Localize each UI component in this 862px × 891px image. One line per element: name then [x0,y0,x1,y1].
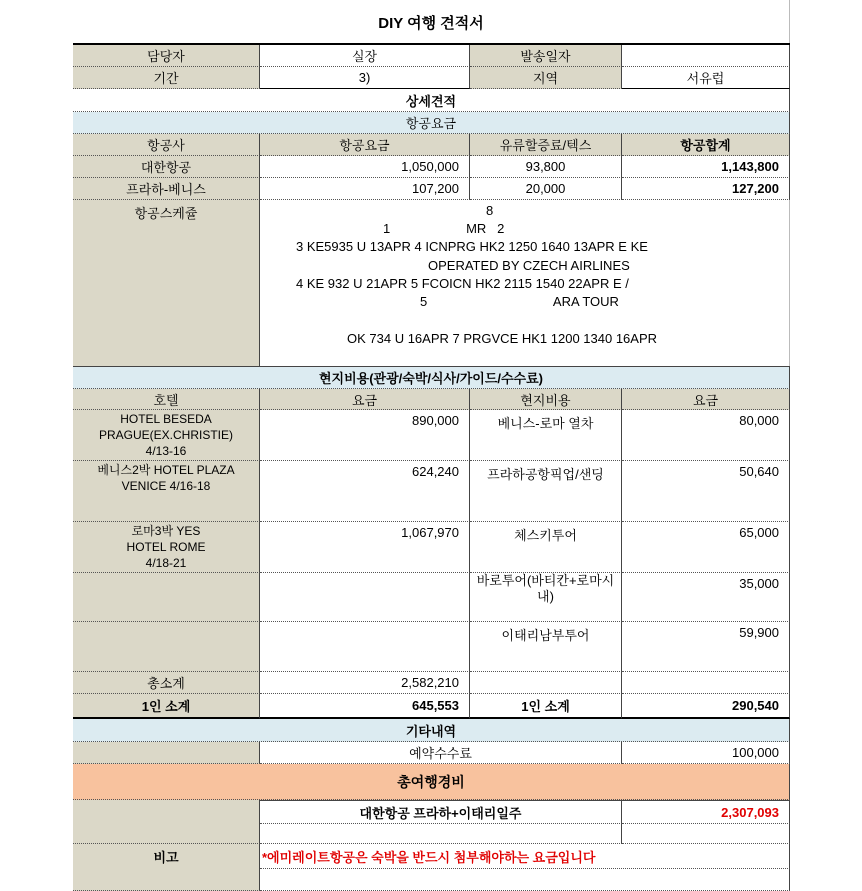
local-total-value: 2,582,210 [260,672,470,694]
note-text: *에미레이트항공은 숙박을 반드시 첨부해야하는 요금입니다 [260,844,790,869]
local-item-cell: 프라하공항픽업/샌딩 [470,461,622,522]
hotel-fee-cell [260,622,470,672]
schedule-line: OPERATED BY CZECH AIRLINES [428,258,630,273]
grand-empty-label [73,800,260,844]
hotel-cell: HOTEL BESEDA PRAGUE(EX.CHRISTIE) 4/13-16 [73,410,260,461]
grand-empty-row [622,824,790,844]
air-header-total: 항공합계 [622,134,790,156]
local-item-cell: 이태리남부투어 [470,622,622,672]
per-person-hotel: 645,553 [260,694,470,719]
schedule-line: 1 MR 2 [383,221,505,236]
local-item-cell: 바로투어(바티칸+로마시내) [470,573,622,622]
manager-value: 실장 [260,45,470,67]
hotel-cell [73,622,260,672]
period-value: 3) [260,67,470,89]
local-total-empty [622,672,790,694]
hotel-fee-cell: 624,240 [260,461,470,522]
per-person-local: 290,540 [622,694,790,719]
etc-fee-value: 100,000 [622,742,790,764]
grand-section-title: 총여행경비 [73,764,790,800]
local-item-fee-cell: 50,640 [622,461,790,522]
hotel-fee-cell [260,573,470,622]
sent-date-value [622,45,790,67]
air-section-title: 항공요금 [73,112,790,134]
local-header-item-fee: 요금 [622,389,790,410]
air-row-airline: 대한항공 [73,156,260,178]
local-section-title: 현지비용(관광/숙박/식사/가이드/수수료) [73,367,790,389]
hotel-fee-cell: 890,000 [260,410,470,461]
schedule-line: 5 ARA TOUR [420,294,619,309]
air-header-fare: 항공요금 [260,134,470,156]
region-value: 서유럽 [622,67,790,89]
local-item-fee-cell: 65,000 [622,522,790,573]
per-person-label-2: 1인 소계 [470,694,622,719]
local-item-fee-cell: 35,000 [622,573,790,622]
air-row-total: 1,143,800 [622,156,790,178]
period-label: 기간 [73,67,260,89]
local-header-hotel-fee: 요금 [260,389,470,410]
sent-date-label: 발송일자 [470,45,622,67]
local-total-label: 총소계 [73,672,260,694]
etc-section-title: 기타내역 [73,719,790,742]
air-row-fare: 107,200 [260,178,470,200]
local-total-empty [470,672,622,694]
local-item-fee-cell: 59,900 [622,622,790,672]
note-empty-row [260,869,790,891]
air-row-total: 127,200 [622,178,790,200]
schedule-line: OK 734 U 16APR 7 PRGVCE HK1 1200 1340 16APR [347,331,658,346]
note-label: 비고 [73,844,260,891]
air-schedule-box [260,201,790,367]
local-item-fee-cell: 80,000 [622,410,790,461]
hotel-fee-cell: 1,067,970 [260,522,470,573]
local-item-cell: 베니스-로마 열차 [470,410,622,461]
hotel-cell: 베니스2박 HOTEL PLAZA VENICE 4/16-18 [73,461,260,522]
grand-amount: 2,307,093 [622,800,790,824]
schedule-line: 8 [486,203,494,218]
manager-label: 담당자 [73,45,260,67]
grand-route-label: 대한항공 프라하+이태리일주 [260,800,622,824]
air-header-tax: 유류할증료/텍스 [470,134,622,156]
region-label: 지역 [470,67,622,89]
hotel-cell: 로마3박 YES HOTEL ROME 4/18-21 [73,522,260,573]
air-row-airline: 프라하-베니스 [73,178,260,200]
local-item-cell: 체스키투어 [470,522,622,573]
detail-title: 상세견적 [73,89,790,112]
local-header-hotel: 호텔 [73,389,260,410]
document-title: DIY 여행 견적서 [378,15,484,32]
air-schedule-label: 항공스케쥴 [73,200,260,367]
etc-fee-label: 예약수수료 [260,742,622,764]
air-row-tax: 20,000 [470,178,622,200]
air-row-fare: 1,050,000 [260,156,470,178]
local-header-item: 현지비용 [470,389,622,410]
air-header-airline: 항공사 [73,134,260,156]
schedule-line: 3 KE5935 U 13APR 4 ICNPRG HK2 1250 1640 13APR E KE [296,239,648,254]
hotel-cell [73,573,260,622]
per-person-label: 1인 소계 [73,694,260,719]
grand-empty-row [260,824,622,844]
etc-empty-label [73,742,260,764]
schedule-line: 4 KE 932 U 21APR 5 FCOICN HK2 2115 1540 22APR E / [296,276,629,291]
air-row-tax: 93,800 [470,156,622,178]
